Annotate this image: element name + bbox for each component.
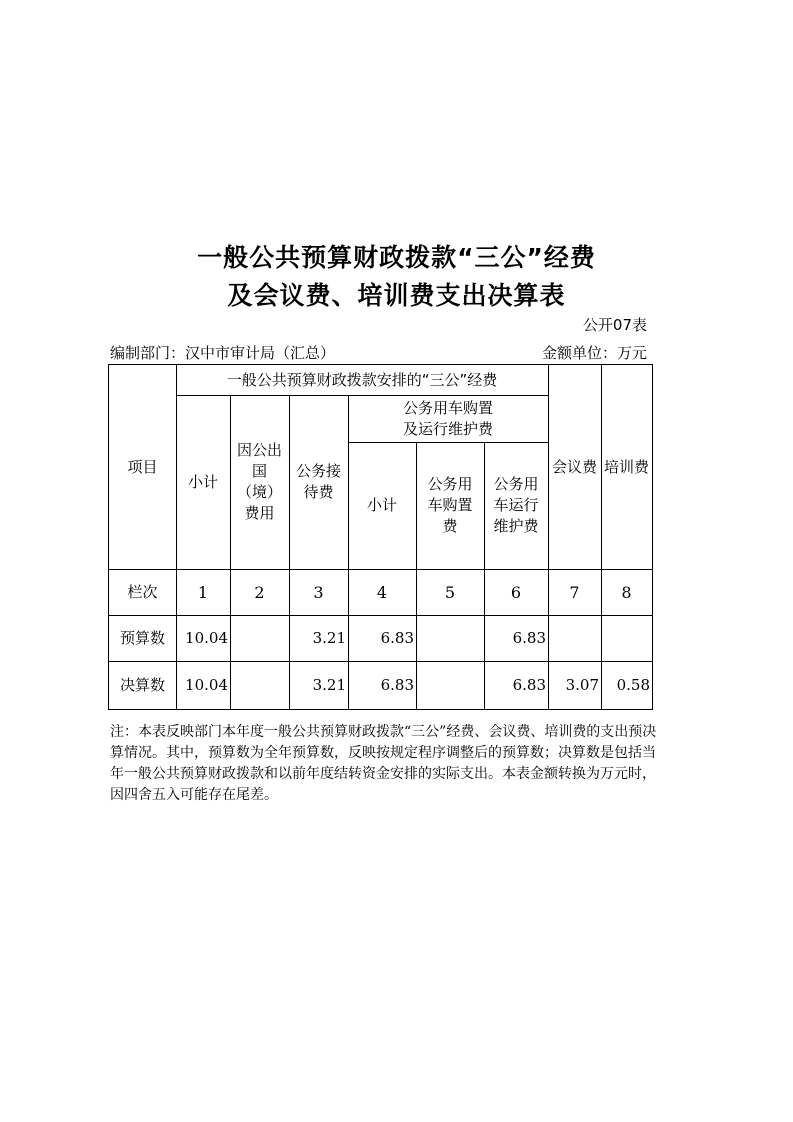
header-training-expense: 培训费 xyxy=(603,457,649,476)
header-vehicle-group: 公务用车购置 及运行维护费 xyxy=(402,398,493,438)
table-cell xyxy=(230,661,289,709)
header-vehicle-subtotal: 小计 xyxy=(366,496,397,514)
header-reception-expense: 公务接 待费 xyxy=(295,462,341,501)
table-cell xyxy=(230,615,289,661)
row-label-actual: 决算数 xyxy=(119,675,165,694)
report-title-line1: 一般公共预算财政拨款“三公”经费 xyxy=(197,243,596,272)
table-note: 注：本表反映部门本年度一般公共预算财政拨款“三公”经费、会议费、培训费的支出预决算情况。其中，预算数为全年预算数，反映按规定程序调整后的预算数；决算数是包括当年一般公共预算财政拨款和以前年度结转资金安排的实际支出。本表金额转换为万元时，因四舍五入可能存在尾差。 xyxy=(110,724,657,803)
table-cell: 3.21 xyxy=(312,629,346,647)
table-number: 公开07表 xyxy=(582,316,647,334)
table-cell xyxy=(416,615,484,661)
expense-table xyxy=(108,364,653,710)
column-number: 6 xyxy=(510,582,522,602)
table-cell xyxy=(416,661,484,709)
table-cell: 6.83 xyxy=(380,629,414,647)
header-vehicle-purchase: 公务用 车购置 费 xyxy=(427,475,473,535)
column-number: 5 xyxy=(444,582,456,602)
column-number: 3 xyxy=(313,582,324,602)
header-subtotal: 小计 xyxy=(187,472,218,491)
header-abroad-expense: 因公出 国 （境） 费用 xyxy=(236,441,282,522)
column-number: 2 xyxy=(254,582,265,602)
report-title-line2: 及会议费、培训费支出决算表 xyxy=(227,281,566,310)
amount-unit: 金额单位：万元 xyxy=(541,344,647,362)
header-three-public-group: 一般公共预算财政拨款安排的“三公”经费 xyxy=(226,370,498,389)
column-number: 1 xyxy=(197,582,209,602)
header-item: 项目 xyxy=(127,457,158,476)
table-cell: 6.83 xyxy=(380,676,414,694)
table-cell: 3.21 xyxy=(312,676,346,694)
compiling-department: 编制部门：汉中市审计局（汇总） xyxy=(110,344,336,362)
column-number: 4 xyxy=(376,582,388,602)
table-cell: 3.07 xyxy=(565,676,599,694)
column-number: 7 xyxy=(569,582,580,602)
row-label-budget: 预算数 xyxy=(119,628,165,647)
header-vehicle-maintenance: 公务用 车运行 维护费 xyxy=(493,475,539,535)
table-cell: 10.04 xyxy=(185,676,228,694)
table-cell xyxy=(601,615,652,661)
table-cell: 6.83 xyxy=(512,629,546,647)
table-cell: 6.83 xyxy=(512,676,546,694)
table-cell: 0.58 xyxy=(616,676,650,694)
table-cell: 10.04 xyxy=(185,629,228,647)
row-label-column-number: 栏次 xyxy=(127,582,158,601)
column-number: 8 xyxy=(621,582,632,602)
header-meeting-expense: 会议费 xyxy=(551,457,597,476)
table-cell xyxy=(548,615,601,661)
